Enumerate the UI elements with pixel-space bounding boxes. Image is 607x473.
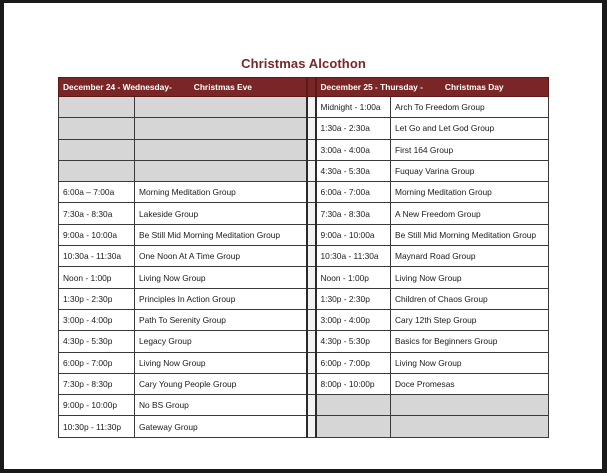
dec24-time-cell: 7:30a - 8:30a: [59, 203, 135, 224]
dec25-group-cell: A New Freedom Group: [391, 203, 549, 224]
dec25-time-cell: 8:00p - 10:00p: [316, 373, 391, 394]
column-separator: [307, 352, 316, 373]
dec24-time-cell: 9:00p - 10:00p: [59, 395, 135, 416]
dec24-time-cell: [59, 139, 135, 160]
dec25-group-cell: Morning Meditation Group: [391, 182, 549, 203]
dec24-time-cell: [59, 160, 135, 181]
dec24-group-cell: Be Still Mid Morning Meditation Group: [135, 224, 307, 245]
column-separator: [307, 246, 316, 267]
dec25-time-cell: 3:00p - 4:00p: [316, 309, 391, 330]
dec24-time-cell: 9:00a - 10:00a: [59, 224, 135, 245]
dec24-time-cell: 10:30a - 11:30a: [59, 246, 135, 267]
dec24-time-cell: 7:30p - 8:30p: [59, 373, 135, 394]
dec25-group-cell: Maynard Road Group: [391, 246, 549, 267]
schedule-row: [59, 395, 549, 416]
column-separator: [307, 267, 316, 288]
schedule-row: [59, 182, 549, 203]
dec25-time-cell: 6:00a - 7:00a: [316, 182, 391, 203]
dec24-group-cell: Gateway Group: [135, 416, 307, 437]
schedule-row: [59, 118, 549, 139]
dec24-group-cell: Living Now Group: [135, 267, 307, 288]
dec24-time-cell: 6:00a – 7:00a: [59, 182, 135, 203]
column-separator: [307, 288, 316, 309]
dec24-group-cell: Morning Meditation Group: [135, 182, 307, 203]
dec25-time-cell: 4:30p - 5:30p: [316, 331, 391, 352]
schedule-row: [59, 373, 549, 394]
dec24-group-cell: Living Now Group: [135, 352, 307, 373]
column-separator: [307, 160, 316, 181]
column-separator: [307, 373, 316, 394]
dec24-group-cell: Legacy Group: [135, 331, 307, 352]
dec24-time-cell: Noon - 1:00p: [59, 267, 135, 288]
dec24-group-cell: Cary Young People Group: [135, 373, 307, 394]
column-separator: [307, 118, 316, 139]
dec25-group-cell: Living Now Group: [391, 352, 549, 373]
dec25-group-cell: Fuquay Varina Group: [391, 160, 549, 181]
schedule-row: [59, 246, 549, 267]
column-separator: [307, 182, 316, 203]
column-separator: [307, 224, 316, 245]
column-separator: [307, 395, 316, 416]
dec25-group-cell: Cary 12th Step Group: [391, 309, 549, 330]
dec25-group-cell: Arch To Freedom Group: [391, 97, 549, 118]
dec24-group-cell: [135, 139, 307, 160]
dec25-group-cell: Doce Promesas: [391, 373, 549, 394]
dec24-group-cell: Principles In Action Group: [135, 288, 307, 309]
schedule-row: [59, 267, 549, 288]
dec24-time-cell: 6:00p - 7:00p: [59, 352, 135, 373]
page-title: Christmas Alcothon: [241, 56, 366, 71]
dec24-group-cell: Lakeside Group: [135, 203, 307, 224]
schedule-row: [59, 160, 549, 181]
dec25-group-cell: First 164 Group: [391, 139, 549, 160]
dec25-time-cell: 6:00p - 7:00p: [316, 352, 391, 373]
header-day-christmas-day: Christmas Day: [444, 82, 504, 92]
schedule-row: [59, 139, 549, 160]
dec25-time-cell: 1:30a - 2:30a: [316, 118, 391, 139]
dec25-time-cell: 3:00a - 4:00a: [316, 139, 391, 160]
dec24-time-cell: 3:00p - 4:00p: [59, 309, 135, 330]
column-separator: [307, 416, 316, 437]
dec25-time-cell: Noon - 1:00p: [316, 267, 391, 288]
dec24-group-cell: No BS Group: [135, 395, 307, 416]
dec25-time-cell: 1:30p - 2:30p: [316, 288, 391, 309]
schedule-row: [59, 331, 549, 352]
header-row: [59, 78, 549, 97]
dec24-time-cell: 10:30p - 11:30p: [59, 416, 135, 437]
dec24-time-cell: 4:30p - 5:30p: [59, 331, 135, 352]
column-separator: [307, 331, 316, 352]
dec25-time-cell: 7:30a - 8:30a: [316, 203, 391, 224]
column-separator: [307, 78, 316, 97]
header-date-dec25: December 25 - Thursday -: [320, 82, 423, 92]
dec24-time-cell: [59, 118, 135, 139]
header-dec25: [316, 78, 549, 97]
schedule-row: [59, 203, 549, 224]
schedule-row: [59, 352, 549, 373]
dec25-group-cell: [391, 395, 549, 416]
dec24-group-cell: [135, 160, 307, 181]
header-date-dec24: December 24 - Wednesday-: [63, 82, 172, 92]
column-separator: [307, 203, 316, 224]
dec25-time-cell: 10:30a - 11:30a: [316, 246, 391, 267]
column-separator: [307, 97, 316, 118]
column-separator: [307, 139, 316, 160]
dec25-group-cell: Living Now Group: [391, 267, 549, 288]
schedule-row: [59, 97, 549, 118]
dec24-time-cell: [59, 97, 135, 118]
dec25-group-cell: Basics for Beginners Group: [391, 331, 549, 352]
dec25-group-cell: Be Still Mid Morning Meditation Group: [391, 224, 549, 245]
schedule-row: [59, 288, 549, 309]
dec24-group-cell: Path To Serenity Group: [135, 309, 307, 330]
schedule-row: [59, 309, 549, 330]
dec25-time-cell: [316, 416, 391, 437]
dec25-group-cell: [391, 416, 549, 437]
schedule-table: [58, 77, 549, 438]
dec25-time-cell: Midnight - 1:00a: [316, 97, 391, 118]
header-day-christmas-eve: Christmas Eve: [193, 82, 252, 92]
dec25-time-cell: [316, 395, 391, 416]
dec24-group-cell: One Noon At A Time Group: [135, 246, 307, 267]
schedule-row: [59, 416, 549, 437]
dec25-group-cell: Children of Chaos Group: [391, 288, 549, 309]
header-dec24: [59, 78, 307, 97]
dec25-time-cell: 9:00a - 10:00a: [316, 224, 391, 245]
schedule-row: [59, 224, 549, 245]
column-separator: [307, 309, 316, 330]
dec24-group-cell: [135, 118, 307, 139]
dec25-time-cell: 4:30a - 5:30a: [316, 160, 391, 181]
dec24-group-cell: [135, 97, 307, 118]
dec24-time-cell: 1:30p - 2:30p: [59, 288, 135, 309]
dec25-group-cell: Let Go and Let God Group: [391, 118, 549, 139]
